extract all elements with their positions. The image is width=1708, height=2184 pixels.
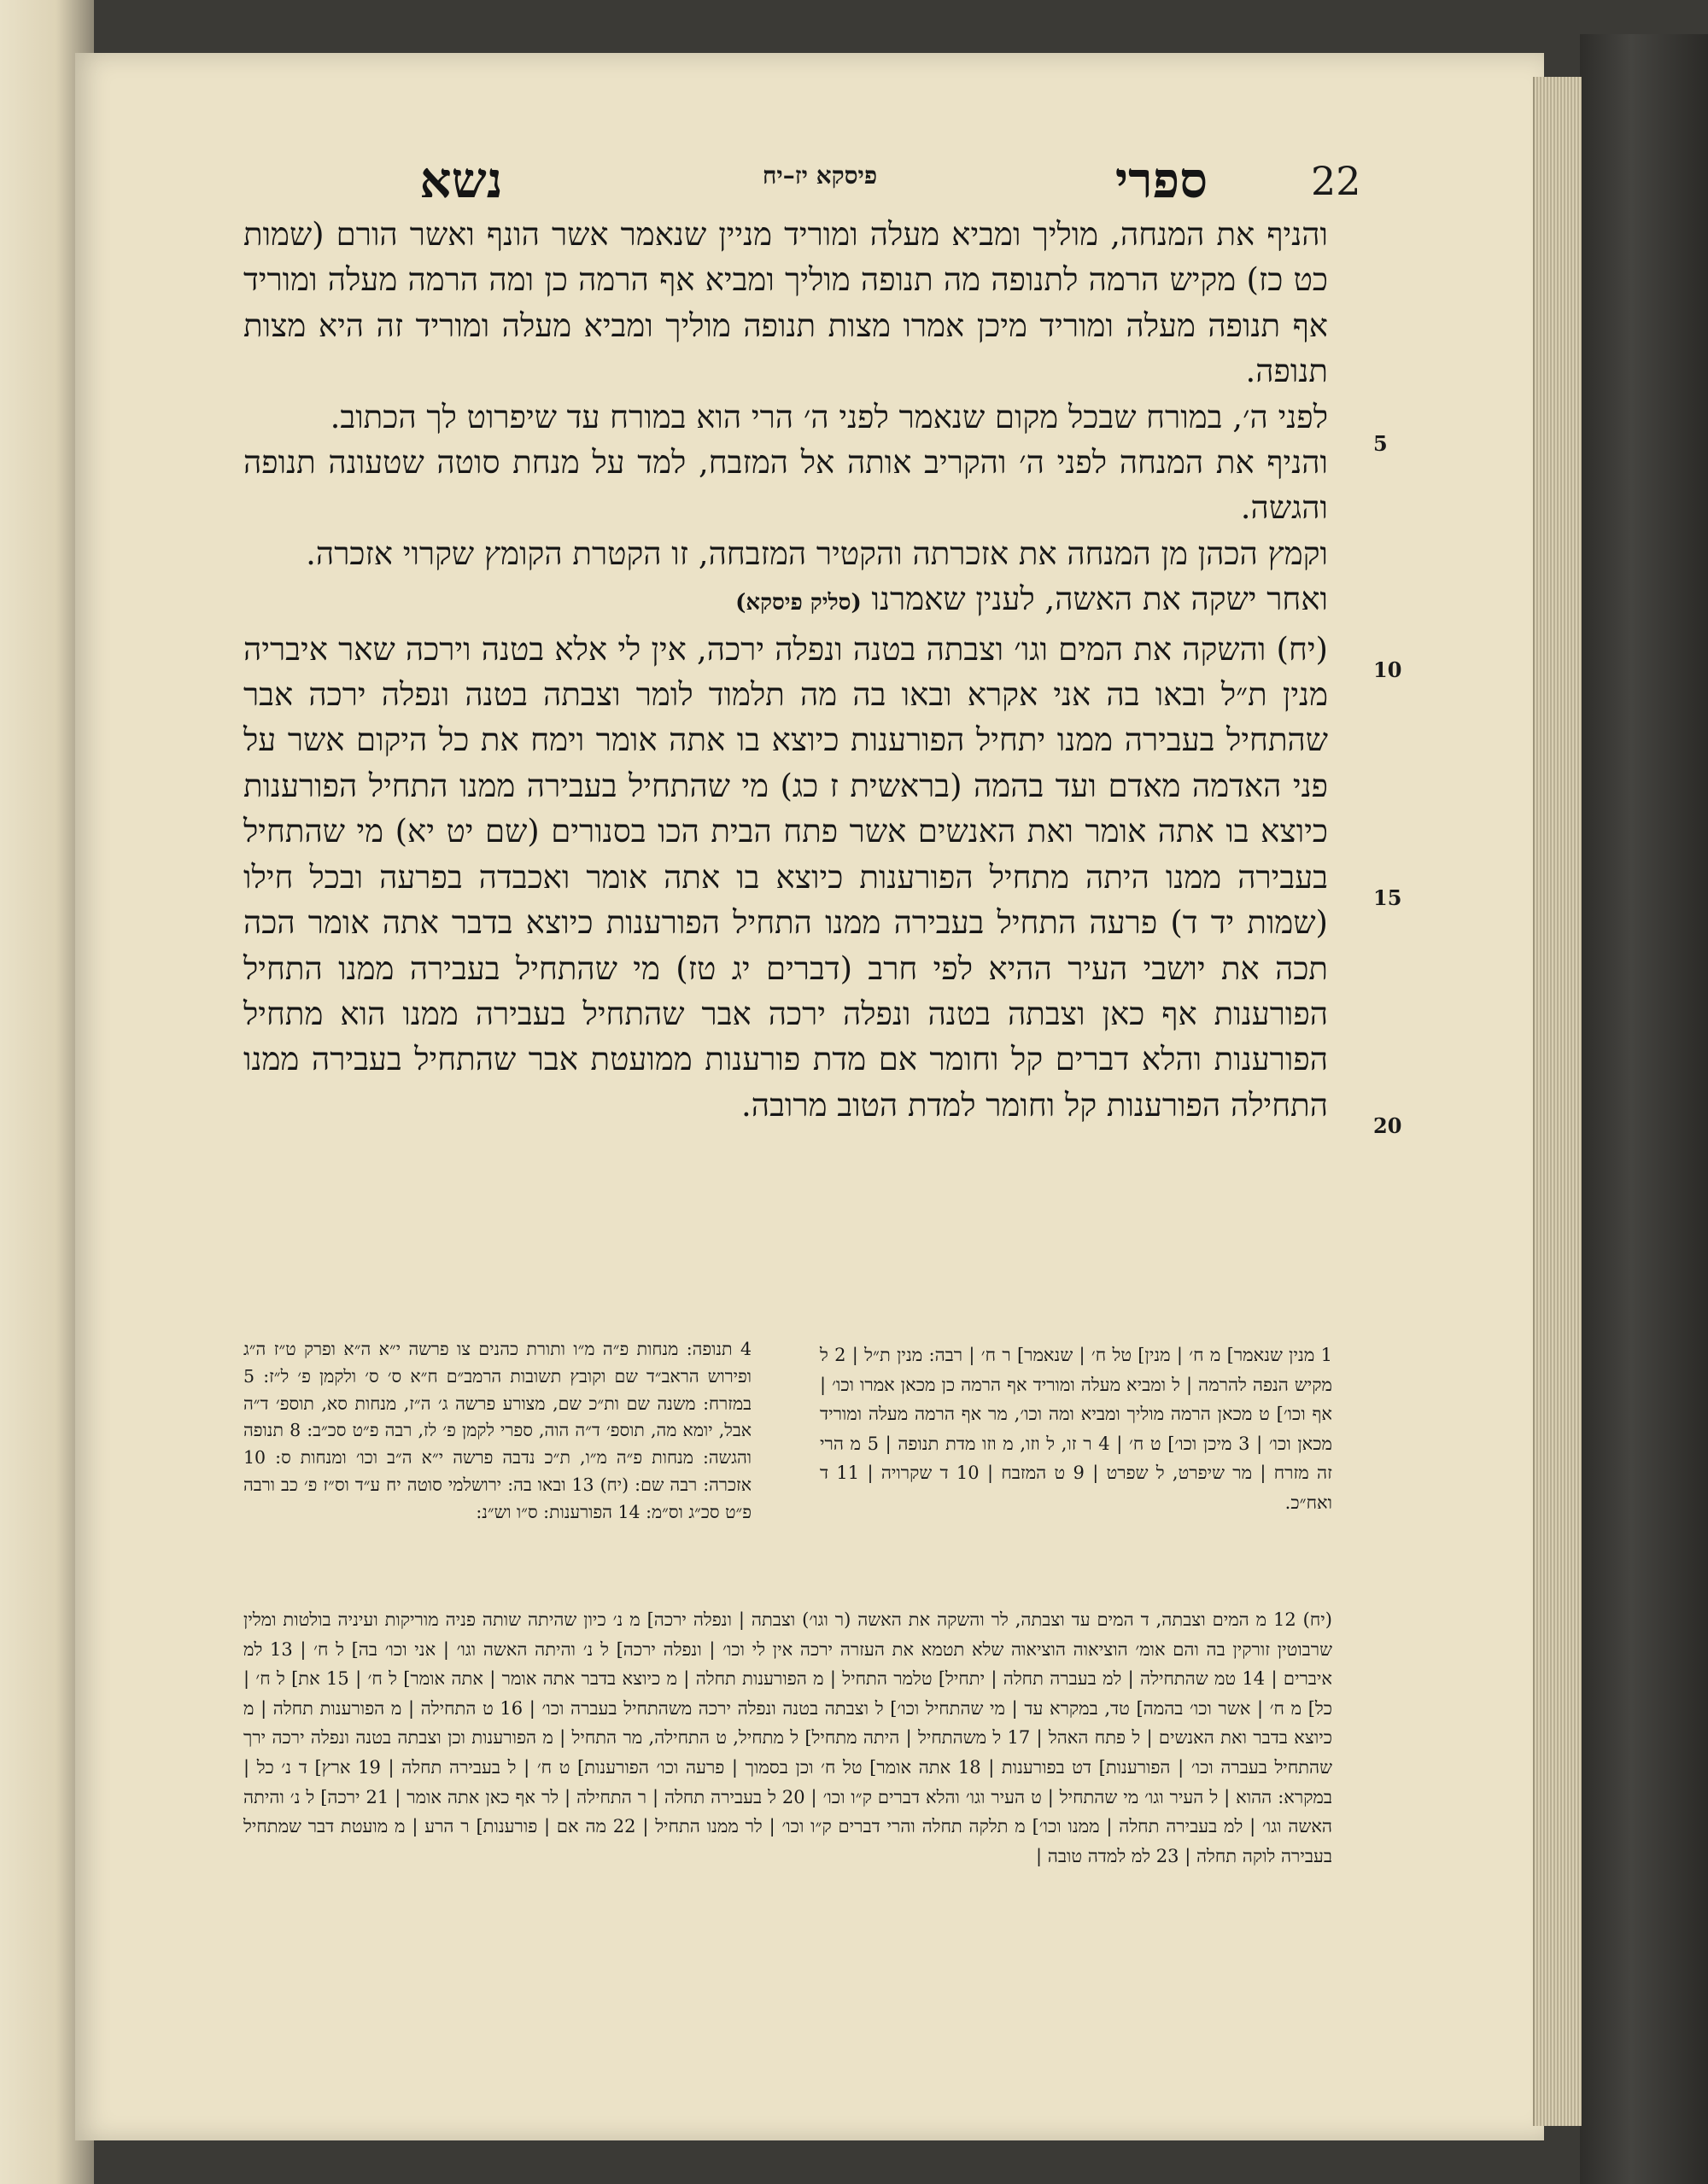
paragraph: והניף את המנחה לפני ה׳ והקריב אותה אל המזבח, למד על מנחת סוטה שטעונה תנופה והגשה. [243,444,1328,527]
section-end-marker: (סליק פיסקא) [735,590,862,616]
section-label: פיסקא יז–יח [762,161,878,190]
book-binding [1580,34,1708,2184]
line-number: 20 [1373,1113,1402,1138]
variant-readings-notes-continued [243,1605,1332,1871]
paragraph: (יח) והשקה את המים וגו׳ וצבתה בטנה ונפלה ירכה, אין לי אלא בטנה וירכה שאר איבריה מנין ת״ל ובאו בה אני אקרא ובאו בה מה תלמוד לומר וצבתה בטנה ונפלה ירכה אבר שהתחיל בעבירה ממנו יתחיל הפורענות כיוצא בו אתה אומר וימח את כל היקום אשר על פני האדמה מאדם ועד בהמה (בראשית ז כג) מי שהתחיל בעבירה ממנו התחיל הפורענות כיוצא בו אתה אומר ואת האנשים אשר פתח הבית הכו בסנורים (שם יט יא) מי שהתחיל בעבירה ממנו היתה מתחיל הפורענות כיוצא בו אתה אומר ואכבדה בפרעה ובכל חילו (שמות יד ד) פרעה התחיל בעבירה ממנו התחיל הפורענות כיוצא בדבר אתה אומר הכה תכה את יושבי העיר ההיא לפי חרב (דברים יג טז) מי שהתחיל בעבירה ממנו התחיל הפורענות אף כאן וצבתה בטנה ונפלה ירכה אבר שהתחיל בעבירה ממנו הוא מתחיל הפורענות והלא דברים קל וחומר אם מדת פורענות ממועטת אבר שהתחיל בעבירה ממנו התחילה הפורענות קל וחומר למדת הטוב מרובה. [243,630,1328,1124]
paragraph [243,576,1328,626]
line-number: 5 [1373,431,1388,456]
main-text [243,212,1328,1128]
paragraph: לפני ה׳, במורח שבכל מקום שנאמר לפני ה׳ הרי הוא במורח עד שיפרוט לך הכתוב. [330,398,1328,435]
variant-readings-notes [820,1340,1332,1518]
note-text: 4 תנופה: מנחות פ״ה מ״ו ותורת כהנים צו פרשה י״א ה״א ופרק ט״ז ה״ג ופירוש הראב״ד שם וקובץ תשובות הרמב״ם ח״א ס׳ ס׳ ולקמן פ׳ ל״ז: 5 במזרח: משנה שם ות״כ שם, מצורע פרשה ג׳ ה״ז, מנחות סא, תוספ׳ ד״ה אבל, יומא מה, תוספ׳ ד״ה הוה, ספרי לקמן פ׳ לז, רבה פ״ט סכ״ב: 8 תנופה והגשה: מנחות פ״ה מ״ו, ת״כ נדבה פרשה י״א ה״ב וכו׳ ומנחות ס: 10 אזכרה: רבה שם: (יח) 13 ובאו בה: ירושלמי סוטה יח ע״ד וס״ז פ׳ כב ורבה פ״ט סכ״ג וס״מ: 14 הפורענות: ס״ו וש״נ: [243,1339,752,1522]
paragraph-text: ואחר ישקה את האשה, לענין שאמרנו [871,581,1328,618]
page-header [0,151,1708,218]
note-text: 1 מנין שנאמר] מ ח׳ | מנין] טל ח׳ | שנאמר] ר ח׳ | רבה: מנין ת״ל | 2 ל מקיש הנפה להרמה | ל ומביא מעלה ומוריד אף הרמה כן מכאן אמרו וכו׳ | אף וכו׳] ט מכאן הרמה מוליך ומביא ומה וכו׳, מר אף הרמה מעלה ומוריד מכאן וכו׳ | 3 מיכן וכו׳] ט ח׳ | 4 ר זו, ל וזו, מ וזו מדת תנופה | 5 מ הרי זה מזרח | מר שיפרט, ל שפרט | 9 ט המזבח | 10 ד שקרויה | 11 ד ואח״כ. [820,1345,1332,1513]
parasha-title: נשא [419,151,503,209]
line-number: 10 [1373,657,1402,682]
line-number: 15 [1373,885,1402,910]
source-references-notes [243,1336,752,1527]
note-text: (יח) 12 מ המים וצבתה, ד המים עד וצבתה, לר והשקה את האשה (ר וגו׳) וצבתה | ונפלה ירכה] מ נ׳ כיון שהיתה שותה פניה מוריקות ועיניה בולטות ומלין שרבוטין זורקין בה והם אומ׳ הוציאוה הוציאוה שלא תטמא את העזרה ירכה אין לי וכו׳ | ונפלה ירכה] ל נ׳ והיתה האשה וגו׳ | אני וכו׳ בה] ל ח׳ | 13 למ איברים | 14 טמ שהתחילה | למ בעברה תחלה | יתחיל] טלמר התחיל | מ הפורענות תחלה | מ כיוצא בדבר אתה אומר | אתה אומר] ל ח׳ | 15 את] ל ח׳ | כל] מ ח׳ | אשר וכו׳ בהמה] טד, במקרא עד | מי שהתחיל וכו׳] ל וצבתה בטנה ונפלה ירכה משהתחיל בעברה וכו׳ | 16 ט התחילה | מ הפורענות תחלה | מ כיוצא בדבר ואת האנשים | ל פתח האהל | 17 ל משהתחיל | היתה מתחיל] ל מתחיל, ט התחילה, מר התחיל | מ הפורענות וכן וצבתה בטנה ונפלה ירכה ירך שהתחיל בעברה וכו׳ | הפורענות] דט בפורענות | 18 אתה אומר] טל ח׳ וכן בסמוך | פרעה וכו׳ הפורענות] ט ח׳ | ל בעבירה תחלה | 19 ארץ] ד נ׳ כל | במקרא: ההוא | ל העיר וגו׳ מי שהתחיל | ט העיר וגו׳ והלא דברים ק״ו וכו׳ | 20 ל בעבירה תחלה | ר התחילה | לר אף כאן אתה אומר | 21 ירכה] ל נ׳ והיתה האשה וגו׳ | למ בעבירה תחלה | ממנו וכו׳] מ תלקה תחלה והרי דברים ק״ו וכו׳ | לר ממנו התחיל | 22 מה אם | פורענות] ר הרע | מ מועטת דבר שמתחיל בעבירה לוקה תחלה | 23 למ למדה טובה | [243,1609,1333,1866]
paragraph: והניף את המנחה, מוליך ומביא מעלה ומוריד מניין שנאמר אשר הונף ואשר הורם (שמות כט כז) מקיש הרמה לתנופה מה תנופה מוליך ומביא אף הרמה כן ומה הרמה מעלה ומוריד אף תנופה מעלה ומוריד מיכן אמרו מצות תנופה מוליך ומביא מעלה ומוריד זה היא מצות תנופה. [243,216,1328,390]
page-edges [1533,77,1582,2126]
book-title: ספרי [1114,151,1208,209]
paragraph: וקמץ הכהן מן המנחה את אזכרתה והקטיר המזבחה, זו הקטרת הקומץ שקרוי אזכרה. [306,534,1328,572]
page-number: 22 [1311,158,1361,204]
